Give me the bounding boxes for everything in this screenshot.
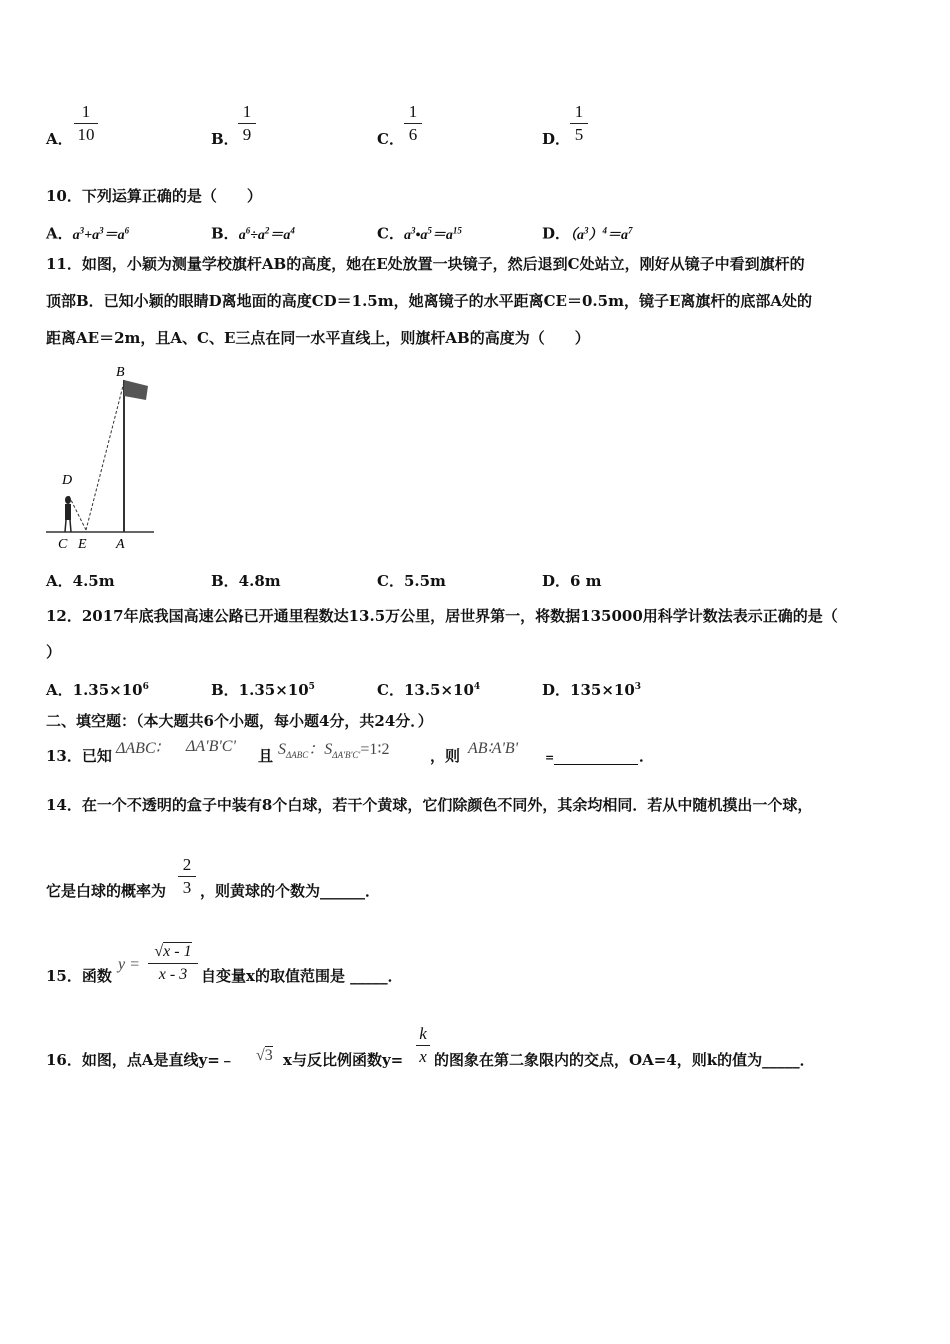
- q11-line-1: 11．如图，小颖为测量学校旗杆AB的高度，她在E处放置一块镜子，然后退到C处站立，刚好从镜子中看到旗杆的: [46, 255, 805, 273]
- q13-side-ratio: AB∶A'B': [468, 740, 519, 757]
- q9-option-d-label: D．: [542, 130, 571, 148]
- q16-k-over-x-fraction: k x: [416, 1024, 430, 1067]
- q9-option-c-fraction: 1 6: [404, 102, 422, 145]
- reflection-ray-b: [86, 382, 124, 530]
- person-body: [65, 504, 71, 520]
- label-c: C: [58, 537, 68, 552]
- q9-option-d-fraction: 1 5: [570, 102, 588, 145]
- q13-triangle-abc-prime: ΔA'B'C': [186, 738, 236, 755]
- q16-prefix: 16．如图，点A是直线y=﹣: [46, 1051, 235, 1069]
- q12-option-b: B．$1.35\times 10^5$: [211, 681, 315, 699]
- q13-triangle-abc: ΔABC∶: [116, 740, 160, 757]
- q13-then: ，则: [430, 747, 461, 765]
- q15-y-equals: y =: [118, 956, 140, 973]
- q16-middle: x与反比例函数y=: [283, 1051, 404, 1069]
- q12-option-c: C．$13.5\times 10^4$: [377, 681, 481, 699]
- label-a: A: [116, 537, 125, 552]
- q9-option-a-label: A．: [46, 130, 73, 148]
- q14-line-2-suffix: ，则黄球的个数为______．: [200, 882, 381, 900]
- q12-option-a: A．$1.35\times 10^6$: [46, 681, 149, 699]
- q16-suffix: 的图象在第二象限内的交点，OA=4，则k的值为_____．: [434, 1051, 815, 1069]
- q10-stem: 10．下列运算正确的是（ ）: [46, 187, 262, 205]
- q9-option-b-label: B．: [211, 130, 239, 148]
- q11-line-3: 距离AE＝2m，且A、C、E三点在同一水平直线上，则旗杆AB的高度为（ ）: [46, 329, 590, 347]
- label-e: E: [78, 537, 87, 552]
- person-head: [65, 496, 71, 504]
- q14-probability-fraction: 2 3: [178, 855, 196, 898]
- q9-option-b-fraction: 1 9: [238, 102, 256, 145]
- q16-sqrt-3: √3: [256, 1047, 273, 1064]
- q11-option-a: A．4.5m: [46, 572, 115, 590]
- q15-suffix: 自变量x的取值范围是 _____．: [201, 967, 403, 985]
- q9-option-c-label: C．: [377, 130, 404, 148]
- q11-option-c: C．5.5m: [377, 572, 446, 590]
- q9-option-a-fraction: 1 10: [74, 102, 98, 145]
- q13-area-ratio: $S_{\Delta ABC}$：$S_{\Delta A'B'C'}=1∶2$: [278, 741, 390, 761]
- q10-option-b: B．$a^6\div a^2=a^4$: [211, 224, 295, 243]
- q11-line-2: 顶部B．已知小颖的眼睛D离地面的高度CD＝1.5m，她离镜子的水平距离CE＝0.5m，镜子E离旗杆的底部A处的: [46, 292, 813, 310]
- q12-option-d: D．$135\times 10^3$: [542, 681, 642, 699]
- label-b: B: [116, 365, 125, 380]
- q13-prefix: 13．已知: [46, 747, 112, 765]
- q13-answer-blank[interactable]: [554, 764, 638, 765]
- q12-line-2: ）: [46, 643, 62, 661]
- q10-option-c: C．$a^3•a^5=a^{15}$: [377, 224, 462, 243]
- q11-option-b: B．4.8m: [211, 572, 281, 590]
- section-2-heading: 二、填空题：（本大题共6个小题，每小题4分，共24分．）: [46, 712, 433, 730]
- q11-flagpole-figure: [40, 360, 170, 555]
- flag: [124, 380, 148, 400]
- q13-end: ．: [639, 747, 655, 765]
- q13-and: 且: [258, 747, 274, 765]
- q15-function-fraction: √x - 1 x - 3: [148, 942, 198, 985]
- reflection-ray-d: [69, 496, 86, 530]
- q14-line-1: 14．在一个不透明的盒子中装有8个白球，若干个黄球，它们除颜色不同外，其余均相同．若从中随机摸出一个球，: [46, 796, 813, 814]
- q14-line-2-prefix: 它是白球的概率为: [46, 882, 167, 900]
- q13-equals: =: [545, 751, 555, 764]
- label-d: D: [62, 473, 73, 488]
- q15-prefix: 15．函数: [46, 967, 112, 985]
- q10-option-d: D．$(a^3)^4=a^7$: [542, 224, 633, 243]
- q12-line-1: 12．2017年底我国高速公路已开通里程数达13.5万公里，居世界第一，将数据135000用科学计数法表示正确的是（: [46, 607, 838, 625]
- q11-option-d: D．6 m: [542, 572, 602, 590]
- q10-option-a: A．$a^3+a^3=a^6$: [46, 224, 130, 243]
